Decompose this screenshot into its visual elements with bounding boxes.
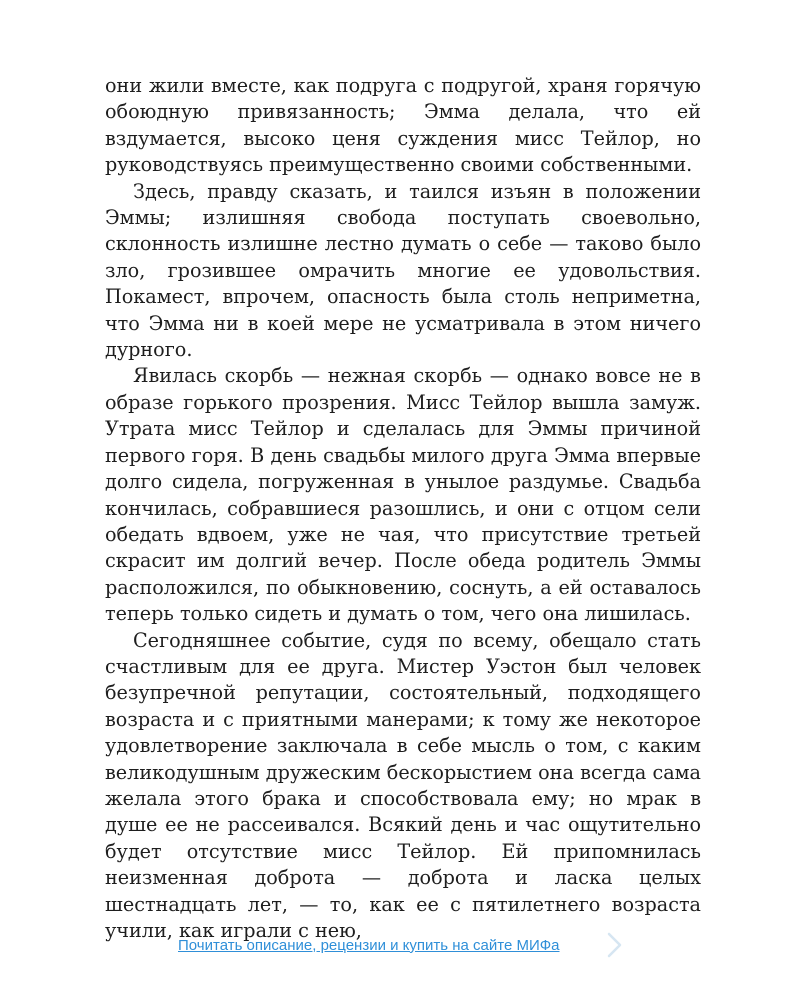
buy-on-mif-link[interactable]: Почитать описание, рецензии и купить на сайте МИФа <box>178 936 560 954</box>
paragraph-2: Здесь, правду сказать, и таился изъян в положении Эммы; излишняя свобода поступать своевольно, склонность излишне лестно думать о себе — таково было зло, грозившее омрачить многие ее удовольствия. Покамест, впрочем, опасность была столь неприметна, что Эмма ни в коей мере не усматривала в этом ничего дурного. <box>105 179 701 362</box>
footer-link-container <box>178 930 626 960</box>
paragraph-1: они жили вместе, как подруга с подругой, храня горячую обоюдную привязанность; Эмма делала, что ей вздумается, высоко ценя суждения мисс Тейлор, но руководствуясь преимущественно своими собственными. <box>105 74 701 177</box>
paragraph-4: Сегодняшнее событие, судя по всему, обещало стать счастливым для ее друга. Мистер Уэстон был человек безупречной репутации, состоятельный, подходящего возраста и с приятными манерами; к тому же некоторое удовлетворение заключала в себе мысль о том, с каким великодушным дружеским бескорыстием она всегда сама желала этого брака и способствовала ему; но мрак в душе ее не рассеивался. Всякий день и час ощутительно будет отсутствие мисс Тейлор. Ей припомнилась неизменная доброта — доброта и ласка целых шестнадцать лет, — то, как ее с пятилетнего возраста учили, как играли с нею, <box>105 628 701 942</box>
paragraph-3: Явилась скорбь — нежная скорбь — однако вовсе не в образе горького прозрения. Мисс Тейлор вышла замуж. Утрата мисс Тейлор и сделалась для Эммы причиной первого горя. В день свадьбы милого друга Эмма впервые долго сидела, погруженная в унылое раздумье. Свадьба кончилась, собравшиеся разошлись, и они с отцом сели обедать вдвоем, уже не чая, что присутствие третьей скрасит им долгий вечер. После обеда родитель Эммы расположился, по обыкновению, соснуть, а ей оставалось теперь только сидеть и думать о том, чего она лишилась. <box>105 364 701 626</box>
body-text <box>105 73 701 944</box>
chevron-right-icon <box>600 930 626 960</box>
